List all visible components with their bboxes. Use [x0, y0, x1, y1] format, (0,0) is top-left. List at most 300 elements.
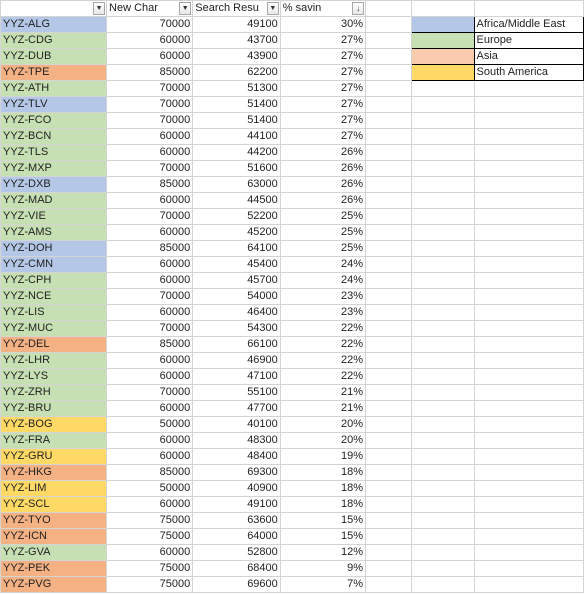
empty-cell[interactable] [366, 305, 412, 321]
search-result-cell[interactable]: 49100 [193, 497, 281, 513]
search-result-cell[interactable]: 47700 [193, 401, 281, 417]
empty-cell[interactable] [366, 529, 412, 545]
pct-saving-cell[interactable]: 18% [280, 481, 365, 497]
table-row [1, 225, 584, 241]
empty-cell[interactable] [366, 449, 412, 465]
pct-saving-cell[interactable]: 21% [280, 401, 365, 417]
empty-cell[interactable] [474, 113, 583, 129]
pct-saving-cell[interactable]: 22% [280, 353, 365, 369]
new-charge-cell[interactable]: 60000 [107, 273, 193, 289]
empty-cell[interactable] [474, 97, 583, 113]
table-row [1, 449, 584, 465]
pct-saving-cell[interactable]: 12% [280, 545, 365, 561]
route-cell[interactable]: YYZ-FCO [1, 113, 107, 129]
route-cell[interactable]: YYZ-HKG [1, 465, 107, 481]
route-cell[interactable]: YYZ-LIS [1, 305, 107, 321]
empty-cell[interactable] [366, 241, 412, 257]
empty-cell[interactable] [366, 465, 412, 481]
empty-cell[interactable] [412, 225, 474, 241]
header-search-result[interactable] [193, 1, 281, 17]
table-row [1, 177, 584, 193]
legend-label: Africa/Middle East [474, 17, 583, 33]
empty-cell[interactable] [412, 401, 474, 417]
search-result-cell[interactable]: 55100 [193, 385, 281, 401]
route-cell[interactable]: YYZ-BRU [1, 401, 107, 417]
pct-saving-cell[interactable]: 26% [280, 177, 365, 193]
empty-cell[interactable] [412, 353, 474, 369]
search-result-cell[interactable]: 43900 [193, 49, 281, 65]
legend-label: South America [474, 65, 583, 81]
route-cell[interactable]: YYZ-GVA [1, 545, 107, 561]
search-result-cell[interactable]: 69300 [193, 465, 281, 481]
pct-saving-cell[interactable]: 15% [280, 513, 365, 529]
empty-cell[interactable] [474, 385, 583, 401]
empty-cell[interactable] [474, 129, 583, 145]
pct-saving-cell[interactable]: 22% [280, 321, 365, 337]
pct-saving-cell[interactable]: 7% [280, 577, 365, 593]
new-charge-cell[interactable]: 70000 [107, 113, 193, 129]
empty-cell[interactable] [474, 81, 583, 97]
table-row [1, 353, 584, 369]
table-row [1, 577, 584, 593]
new-charge-cell[interactable]: 60000 [107, 145, 193, 161]
empty-cell[interactable] [412, 241, 474, 257]
new-charge-cell[interactable]: 60000 [107, 433, 193, 449]
new-charge-cell[interactable]: 85000 [107, 337, 193, 353]
empty-cell[interactable] [412, 481, 474, 497]
empty-cell[interactable] [474, 353, 583, 369]
pct-saving-cell[interactable]: 26% [280, 161, 365, 177]
pct-saving-cell[interactable]: 25% [280, 225, 365, 241]
search-result-cell[interactable]: 46900 [193, 353, 281, 369]
legend-swatch [412, 49, 474, 65]
table-row [1, 513, 584, 529]
new-charge-cell[interactable]: 75000 [107, 577, 193, 593]
empty-cell[interactable] [474, 289, 583, 305]
new-charge-cell[interactable]: 60000 [107, 225, 193, 241]
table-row [1, 145, 584, 161]
header-search-result-label: Search Resu [195, 2, 259, 14]
empty-cell[interactable] [412, 321, 474, 337]
empty-cell[interactable] [474, 481, 583, 497]
pct-saving-cell[interactable]: 23% [280, 305, 365, 321]
search-result-cell[interactable]: 48300 [193, 433, 281, 449]
new-charge-cell[interactable]: 75000 [107, 513, 193, 529]
empty-cell[interactable] [366, 161, 412, 177]
table-row [1, 481, 584, 497]
empty-cell[interactable] [412, 497, 474, 513]
empty-cell[interactable] [474, 1, 583, 17]
table-row [1, 401, 584, 417]
route-cell[interactable]: YYZ-FRA [1, 433, 107, 449]
new-charge-cell[interactable]: 60000 [107, 129, 193, 145]
route-cell[interactable]: YYZ-MXP [1, 161, 107, 177]
table-row [1, 385, 584, 401]
table-row [1, 113, 584, 129]
table-row [1, 257, 584, 273]
table-row [1, 273, 584, 289]
empty-cell[interactable] [474, 401, 583, 417]
empty-cell[interactable] [366, 433, 412, 449]
empty-cell[interactable] [366, 113, 412, 129]
search-result-cell[interactable]: 64100 [193, 241, 281, 257]
header-pct-saving-label: % savin [282, 2, 322, 14]
new-charge-cell[interactable]: 70000 [107, 17, 193, 33]
empty-cell[interactable] [366, 129, 412, 145]
table-row [1, 321, 584, 337]
empty-cell[interactable] [474, 561, 583, 577]
search-result-cell[interactable]: 69600 [193, 577, 281, 593]
route-cell[interactable]: YYZ-DEL [1, 337, 107, 353]
search-result-cell[interactable]: 63000 [193, 177, 281, 193]
route-cell[interactable]: YYZ-PVG [1, 577, 107, 593]
empty-cell[interactable] [474, 145, 583, 161]
header-new-charge-label: New Char [109, 2, 158, 14]
empty-cell[interactable] [412, 209, 474, 225]
new-charge-cell[interactable]: 60000 [107, 401, 193, 417]
search-result-cell[interactable]: 40900 [193, 481, 281, 497]
empty-cell[interactable] [474, 337, 583, 353]
table-row [1, 161, 584, 177]
search-result-cell[interactable]: 52800 [193, 545, 281, 561]
route-cell[interactable]: YYZ-LIM [1, 481, 107, 497]
search-result-cell[interactable]: 43700 [193, 33, 281, 49]
empty-cell[interactable] [474, 449, 583, 465]
empty-cell[interactable] [474, 209, 583, 225]
route-cell[interactable]: YYZ-GRU [1, 449, 107, 465]
pct-saving-cell[interactable]: 20% [280, 417, 365, 433]
empty-cell[interactable] [474, 433, 583, 449]
empty-cell[interactable] [366, 65, 412, 81]
new-charge-cell[interactable]: 85000 [107, 241, 193, 257]
pct-saving-cell[interactable]: 30% [280, 17, 365, 33]
empty-cell[interactable] [412, 465, 474, 481]
empty-cell[interactable] [366, 1, 412, 17]
search-result-cell[interactable]: 40100 [193, 417, 281, 433]
new-charge-cell[interactable]: 60000 [107, 257, 193, 273]
pct-saving-cell[interactable]: 24% [280, 273, 365, 289]
search-result-cell[interactable]: 45400 [193, 257, 281, 273]
search-result-cell[interactable]: 54000 [193, 289, 281, 305]
empty-cell[interactable] [366, 289, 412, 305]
new-charge-cell[interactable]: 70000 [107, 289, 193, 305]
empty-cell[interactable] [366, 193, 412, 209]
empty-cell[interactable] [474, 417, 583, 433]
search-result-cell[interactable]: 64000 [193, 529, 281, 545]
filter-dropdown-icon[interactable]: ▼ [267, 2, 279, 15]
route-cell[interactable]: YYZ-TPE [1, 65, 107, 81]
filter-dropdown-icon[interactable]: ▼ [179, 2, 191, 15]
pct-saving-cell[interactable]: 27% [280, 129, 365, 145]
table-row [1, 129, 584, 145]
empty-cell[interactable] [474, 161, 583, 177]
pct-saving-cell[interactable]: 15% [280, 529, 365, 545]
route-cell[interactable]: YYZ-NCE [1, 289, 107, 305]
empty-cell[interactable] [474, 529, 583, 545]
header-new-charge[interactable] [107, 1, 193, 17]
empty-cell[interactable] [366, 513, 412, 529]
new-charge-cell[interactable]: 70000 [107, 209, 193, 225]
empty-cell[interactable] [366, 385, 412, 401]
empty-cell[interactable] [412, 81, 474, 97]
empty-cell[interactable] [366, 209, 412, 225]
empty-cell[interactable] [366, 401, 412, 417]
empty-cell[interactable] [412, 577, 474, 593]
header-pct-saving[interactable] [280, 1, 365, 17]
pct-saving-cell[interactable]: 20% [280, 433, 365, 449]
filter-dropdown-icon[interactable]: ▼ [93, 2, 105, 15]
pct-saving-cell[interactable]: 27% [280, 113, 365, 129]
search-result-cell[interactable]: 49100 [193, 17, 281, 33]
empty-cell[interactable] [366, 561, 412, 577]
search-result-cell[interactable]: 47100 [193, 369, 281, 385]
search-result-cell[interactable]: 66100 [193, 337, 281, 353]
empty-cell[interactable] [412, 305, 474, 321]
empty-cell[interactable] [366, 97, 412, 113]
header-route[interactable] [1, 1, 107, 17]
empty-cell[interactable] [366, 337, 412, 353]
route-cell[interactable]: YYZ-LYS [1, 369, 107, 385]
empty-cell[interactable] [412, 129, 474, 145]
empty-cell[interactable] [366, 81, 412, 97]
pct-saving-cell[interactable]: 21% [280, 385, 365, 401]
new-charge-cell[interactable]: 85000 [107, 177, 193, 193]
legend-label: Europe [474, 33, 583, 49]
search-result-cell[interactable]: 45200 [193, 225, 281, 241]
route-cell[interactable]: YYZ-MAD [1, 193, 107, 209]
route-cell[interactable]: YYZ-TLV [1, 97, 107, 113]
pct-saving-cell[interactable]: 24% [280, 257, 365, 273]
empty-cell[interactable] [412, 369, 474, 385]
empty-cell[interactable] [366, 481, 412, 497]
search-result-cell[interactable]: 45700 [193, 273, 281, 289]
table-row [1, 241, 584, 257]
new-charge-cell[interactable]: 70000 [107, 385, 193, 401]
search-result-cell[interactable]: 54300 [193, 321, 281, 337]
empty-cell[interactable] [474, 305, 583, 321]
empty-cell[interactable] [474, 257, 583, 273]
empty-cell[interactable] [474, 193, 583, 209]
pct-saving-cell[interactable]: 25% [280, 209, 365, 225]
route-cell[interactable]: YYZ-TYO [1, 513, 107, 529]
search-result-cell[interactable]: 63600 [193, 513, 281, 529]
empty-cell[interactable] [366, 577, 412, 593]
new-charge-cell[interactable]: 60000 [107, 545, 193, 561]
new-charge-cell[interactable]: 85000 [107, 465, 193, 481]
search-result-cell[interactable]: 62200 [193, 65, 281, 81]
route-cell[interactable]: YYZ-ATH [1, 81, 107, 97]
pct-saving-cell[interactable]: 18% [280, 465, 365, 481]
table-row [1, 209, 584, 225]
legend-label: Asia [474, 49, 583, 65]
new-charge-cell[interactable]: 85000 [107, 65, 193, 81]
new-charge-cell[interactable]: 60000 [107, 193, 193, 209]
route-cell[interactable]: YYZ-ICN [1, 529, 107, 545]
table-row [1, 545, 584, 561]
route-cell[interactable]: YYZ-ALG [1, 17, 107, 33]
search-result-cell[interactable]: 51600 [193, 161, 281, 177]
new-charge-cell[interactable]: 50000 [107, 481, 193, 497]
pct-saving-cell[interactable]: 27% [280, 33, 365, 49]
empty-cell[interactable] [412, 161, 474, 177]
table-row [1, 369, 584, 385]
empty-cell[interactable] [412, 145, 474, 161]
route-cell[interactable]: YYZ-BOG [1, 417, 107, 433]
pct-saving-cell[interactable]: 27% [280, 97, 365, 113]
empty-cell[interactable] [474, 177, 583, 193]
route-cell[interactable]: YYZ-CDG [1, 33, 107, 49]
new-charge-cell[interactable]: 70000 [107, 161, 193, 177]
empty-cell[interactable] [412, 113, 474, 129]
empty-cell[interactable] [412, 561, 474, 577]
empty-cell[interactable] [474, 369, 583, 385]
legend-swatch [412, 33, 474, 49]
table-row [1, 433, 584, 449]
empty-cell[interactable] [366, 225, 412, 241]
route-cell[interactable]: YYZ-CPH [1, 273, 107, 289]
empty-cell[interactable] [366, 321, 412, 337]
table-row [1, 561, 584, 577]
empty-cell[interactable] [412, 177, 474, 193]
route-cell[interactable]: YYZ-CMN [1, 257, 107, 273]
empty-cell[interactable] [366, 17, 412, 33]
empty-cell[interactable] [366, 497, 412, 513]
table-row [1, 33, 584, 49]
route-cell[interactable]: YYZ-ZRH [1, 385, 107, 401]
search-result-cell[interactable]: 44100 [193, 129, 281, 145]
pct-saving-cell[interactable]: 27% [280, 49, 365, 65]
empty-cell[interactable] [366, 353, 412, 369]
empty-cell[interactable] [366, 33, 412, 49]
route-cell[interactable]: YYZ-DOH [1, 241, 107, 257]
empty-cell[interactable] [412, 193, 474, 209]
new-charge-cell[interactable]: 75000 [107, 529, 193, 545]
search-result-cell[interactable]: 68400 [193, 561, 281, 577]
search-result-cell[interactable]: 51400 [193, 97, 281, 113]
new-charge-cell[interactable]: 70000 [107, 321, 193, 337]
new-charge-cell[interactable]: 75000 [107, 561, 193, 577]
search-result-cell[interactable]: 44500 [193, 193, 281, 209]
empty-cell[interactable] [412, 529, 474, 545]
table-row [1, 65, 584, 81]
empty-cell[interactable] [366, 257, 412, 273]
legend-swatch [412, 17, 474, 33]
pct-saving-cell[interactable]: 19% [280, 449, 365, 465]
pct-saving-cell[interactable]: 25% [280, 241, 365, 257]
pct-saving-cell[interactable]: 22% [280, 337, 365, 353]
empty-cell[interactable] [366, 49, 412, 65]
search-result-cell[interactable]: 48400 [193, 449, 281, 465]
empty-cell[interactable] [366, 177, 412, 193]
search-result-cell[interactable]: 51300 [193, 81, 281, 97]
route-cell[interactable]: YYZ-DXB [1, 177, 107, 193]
route-cell[interactable]: YYZ-AMS [1, 225, 107, 241]
table-row [1, 529, 584, 545]
new-charge-cell[interactable]: 60000 [107, 33, 193, 49]
empty-cell[interactable] [412, 289, 474, 305]
empty-cell[interactable] [366, 545, 412, 561]
pct-saving-cell[interactable]: 22% [280, 369, 365, 385]
table-row [1, 337, 584, 353]
route-cell[interactable]: YYZ-LHR [1, 353, 107, 369]
header-row [1, 1, 584, 17]
route-cell[interactable]: YYZ-DUB [1, 49, 107, 65]
sort-descending-filter-icon[interactable]: ↓ [352, 2, 364, 15]
table-row [1, 193, 584, 209]
new-charge-cell[interactable]: 60000 [107, 353, 193, 369]
route-cell[interactable]: YYZ-SCL [1, 497, 107, 513]
empty-cell[interactable] [474, 465, 583, 481]
empty-cell[interactable] [412, 545, 474, 561]
empty-cell[interactable] [474, 545, 583, 561]
empty-cell[interactable] [474, 321, 583, 337]
pct-saving-cell[interactable]: 27% [280, 81, 365, 97]
table-row [1, 97, 584, 113]
pct-saving-cell[interactable]: 18% [280, 497, 365, 513]
empty-cell[interactable] [412, 97, 474, 113]
empty-cell[interactable] [412, 449, 474, 465]
table-row [1, 465, 584, 481]
empty-cell[interactable] [474, 225, 583, 241]
pct-saving-cell[interactable]: 27% [280, 65, 365, 81]
new-charge-cell[interactable]: 60000 [107, 497, 193, 513]
pct-saving-cell[interactable]: 26% [280, 145, 365, 161]
route-cell[interactable]: YYZ-VIE [1, 209, 107, 225]
empty-cell[interactable] [412, 337, 474, 353]
empty-cell[interactable] [412, 273, 474, 289]
search-result-cell[interactable]: 51400 [193, 113, 281, 129]
new-charge-cell[interactable]: 60000 [107, 305, 193, 321]
empty-cell[interactable] [366, 417, 412, 433]
route-cell[interactable]: YYZ-BCN [1, 129, 107, 145]
search-result-cell[interactable]: 46400 [193, 305, 281, 321]
route-cell[interactable]: YYZ-TLS [1, 145, 107, 161]
route-cell[interactable]: YYZ-PEK [1, 561, 107, 577]
new-charge-cell[interactable]: 60000 [107, 369, 193, 385]
empty-cell[interactable] [366, 145, 412, 161]
empty-cell[interactable] [412, 257, 474, 273]
empty-cell[interactable] [412, 1, 474, 17]
table-row [1, 417, 584, 433]
new-charge-cell[interactable]: 60000 [107, 49, 193, 65]
new-charge-cell[interactable]: 60000 [107, 449, 193, 465]
empty-cell[interactable] [474, 497, 583, 513]
empty-cell[interactable] [474, 577, 583, 593]
empty-cell[interactable] [412, 417, 474, 433]
route-cell[interactable]: YYZ-MUC [1, 321, 107, 337]
new-charge-cell[interactable]: 50000 [107, 417, 193, 433]
empty-cell[interactable] [412, 513, 474, 529]
empty-cell[interactable] [474, 241, 583, 257]
empty-cell[interactable] [412, 433, 474, 449]
table-row [1, 17, 584, 33]
search-result-cell[interactable]: 44200 [193, 145, 281, 161]
new-charge-cell[interactable]: 70000 [107, 97, 193, 113]
empty-cell[interactable] [474, 273, 583, 289]
search-result-cell[interactable]: 52200 [193, 209, 281, 225]
empty-cell[interactable] [412, 385, 474, 401]
empty-cell[interactable] [474, 513, 583, 529]
table-row [1, 497, 584, 513]
new-charge-cell[interactable]: 70000 [107, 81, 193, 97]
pct-saving-cell[interactable]: 26% [280, 193, 365, 209]
pct-saving-cell[interactable]: 23% [280, 289, 365, 305]
empty-cell[interactable] [366, 273, 412, 289]
table-row [1, 49, 584, 65]
pct-saving-cell[interactable]: 9% [280, 561, 365, 577]
empty-cell[interactable] [366, 369, 412, 385]
table-row [1, 81, 584, 97]
